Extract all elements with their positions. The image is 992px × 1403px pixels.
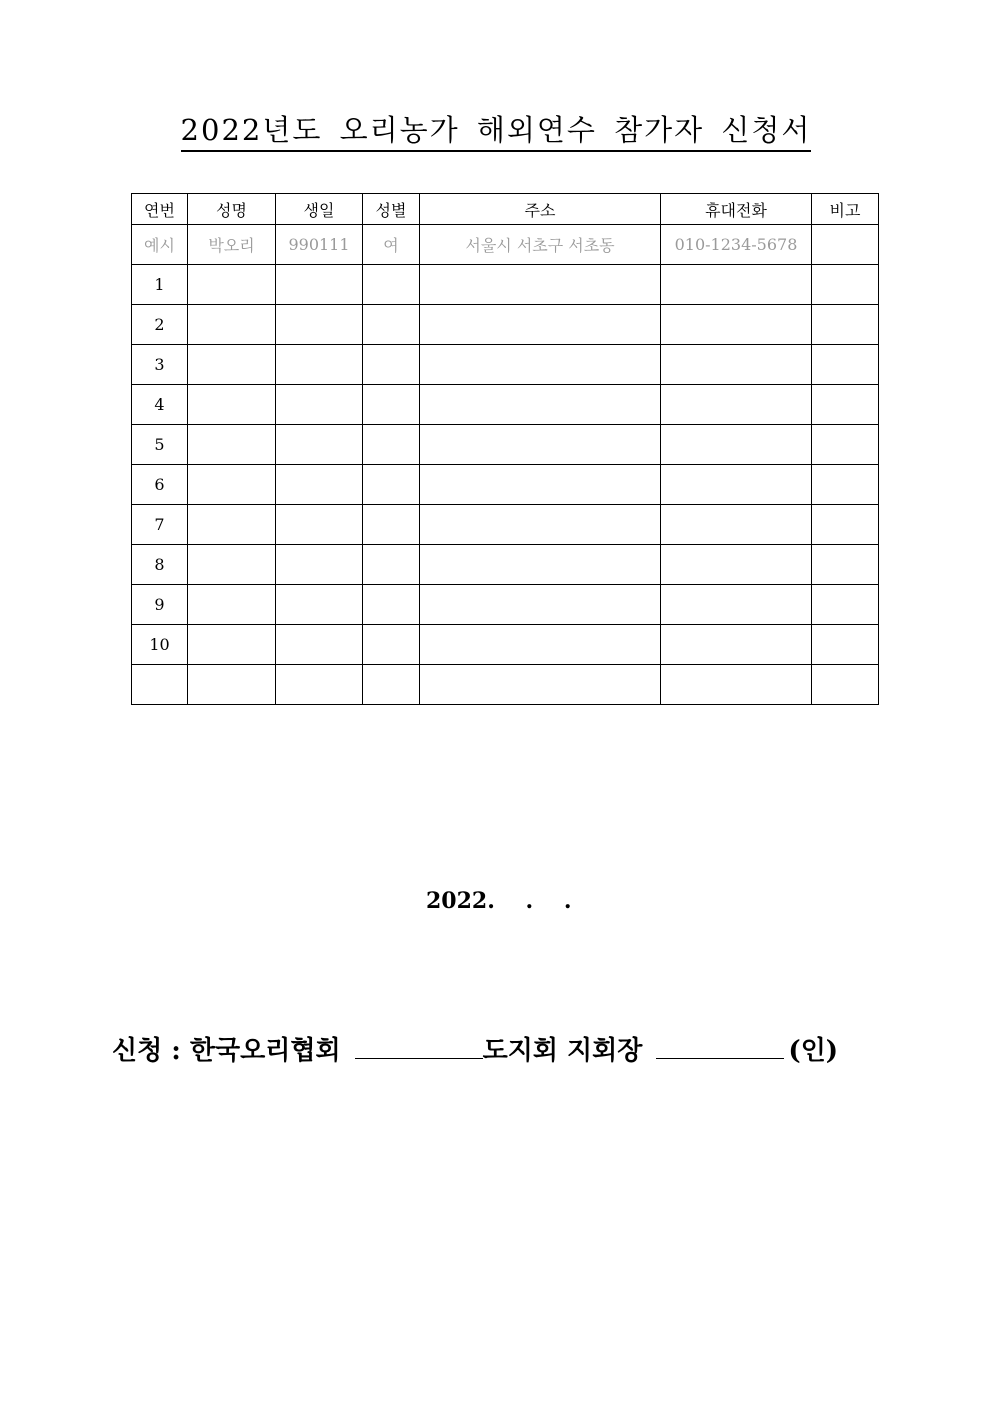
table-cell-gender[interactable] — [363, 665, 420, 705]
table-cell-mobile[interactable] — [661, 505, 812, 545]
table-cell-mobile[interactable] — [661, 625, 812, 665]
table-cell-mobile[interactable] — [661, 665, 812, 705]
table-cell-name[interactable] — [188, 385, 276, 425]
table-cell-mobile[interactable] — [661, 305, 812, 345]
example-cell-name: 박오리 — [188, 225, 276, 265]
table-cell-mobile[interactable] — [661, 585, 812, 625]
table-cell-birthday[interactable] — [276, 585, 363, 625]
table-cell-name[interactable] — [188, 265, 276, 305]
header-cell-number: 연번 — [132, 194, 188, 225]
table-cell-name[interactable] — [188, 465, 276, 505]
example-cell-gender: 여 — [363, 225, 420, 265]
header-cell-gender: 성별 — [363, 194, 420, 225]
table-cell-mobile[interactable] — [661, 265, 812, 305]
table-cell-address[interactable] — [420, 505, 661, 545]
participant-table — [131, 193, 879, 705]
table-cell-gender[interactable] — [363, 505, 420, 545]
signature-line — [112, 1030, 838, 1067]
table-cell-birthday[interactable] — [276, 505, 363, 545]
table-cell-mobile[interactable] — [661, 345, 812, 385]
table-cell-remarks[interactable] — [812, 545, 879, 585]
name-blank-line — [656, 1034, 784, 1059]
table-cell-remarks[interactable] — [812, 305, 879, 345]
table-header-row — [132, 194, 879, 225]
table-cell-remarks[interactable] — [812, 385, 879, 425]
table-cell-number — [132, 665, 188, 705]
table-cell-gender[interactable] — [363, 545, 420, 585]
table-cell-address[interactable] — [420, 465, 661, 505]
table-row — [132, 625, 879, 665]
table-cell-address[interactable] — [420, 345, 661, 385]
table-row — [132, 385, 879, 425]
header-cell-name: 성명 — [188, 194, 276, 225]
header-cell-mobile: 휴대전화 — [661, 194, 812, 225]
example-cell-birthday: 990111 — [276, 225, 363, 265]
table-cell-mobile[interactable] — [661, 545, 812, 585]
table-cell-name[interactable] — [188, 545, 276, 585]
table-cell-address[interactable] — [420, 625, 661, 665]
table-cell-number: 5 — [132, 425, 188, 465]
table-cell-address[interactable] — [420, 585, 661, 625]
table-cell-number: 9 — [132, 585, 188, 625]
table-cell-gender[interactable] — [363, 585, 420, 625]
table-cell-remarks[interactable] — [812, 625, 879, 665]
table-cell-number: 8 — [132, 545, 188, 585]
table-row — [132, 265, 879, 305]
table-cell-birthday[interactable] — [276, 265, 363, 305]
table-cell-address[interactable] — [420, 545, 661, 585]
table-cell-remarks[interactable] — [812, 585, 879, 625]
table-cell-address[interactable] — [420, 305, 661, 345]
table-cell-address[interactable] — [420, 265, 661, 305]
table-cell-number: 4 — [132, 385, 188, 425]
table-cell-birthday[interactable] — [276, 305, 363, 345]
example-cell-remarks — [812, 225, 879, 265]
table-cell-name[interactable] — [188, 625, 276, 665]
signature-middle: 도지회 지회장 — [482, 1036, 643, 1066]
table-cell-remarks[interactable] — [812, 465, 879, 505]
table-cell-remarks[interactable] — [812, 665, 879, 705]
signature-prefix: 신청 : 한국오리협회 — [112, 1036, 341, 1066]
table-row — [132, 425, 879, 465]
example-cell-mobile: 010-1234-5678 — [661, 225, 812, 265]
table-row — [132, 505, 879, 545]
table-cell-birthday[interactable] — [276, 425, 363, 465]
table-cell-birthday[interactable] — [276, 385, 363, 425]
table-cell-birthday[interactable] — [276, 345, 363, 385]
table-cell-gender[interactable] — [363, 265, 420, 305]
table-cell-name[interactable] — [188, 345, 276, 385]
table-cell-name[interactable] — [188, 505, 276, 545]
header-cell-remarks: 비고 — [812, 194, 879, 225]
seal-mark: (인) — [788, 1036, 839, 1066]
table-cell-birthday[interactable] — [276, 465, 363, 505]
table-row — [132, 585, 879, 625]
table-row — [132, 465, 879, 505]
table-cell-name[interactable] — [188, 585, 276, 625]
table-cell-remarks[interactable] — [812, 265, 879, 305]
header-cell-birthday: 생일 — [276, 194, 363, 225]
table-cell-number: 1 — [132, 265, 188, 305]
table-row — [132, 345, 879, 385]
table-row — [132, 305, 879, 345]
example-cell-address: 서울시 서초구 서초동 — [420, 225, 661, 265]
table-cell-number: 2 — [132, 305, 188, 345]
document-title-text: 2022년도 오리농가 해외연수 참가자 신청서 — [181, 113, 812, 152]
table-cell-number: 3 — [132, 345, 188, 385]
table-cell-gender[interactable] — [363, 425, 420, 465]
province-blank-line — [355, 1034, 483, 1059]
example-cell-number: 예시 — [132, 225, 188, 265]
table-row — [132, 665, 879, 705]
table-cell-number: 6 — [132, 465, 188, 505]
table-cell-name[interactable] — [188, 305, 276, 345]
table-cell-remarks[interactable] — [812, 505, 879, 545]
table-cell-remarks[interactable] — [812, 345, 879, 385]
table-row — [132, 545, 879, 585]
table-cell-number: 10 — [132, 625, 188, 665]
table-cell-gender[interactable] — [363, 305, 420, 345]
table-cell-birthday[interactable] — [276, 665, 363, 705]
header-cell-address: 주소 — [420, 194, 661, 225]
table-cell-mobile[interactable] — [661, 425, 812, 465]
table-cell-address[interactable] — [420, 385, 661, 425]
table-cell-mobile[interactable] — [661, 385, 812, 425]
example-row — [132, 225, 879, 265]
table-cell-number: 7 — [132, 505, 188, 545]
document-title — [0, 108, 992, 149]
table-cell-name[interactable] — [188, 665, 276, 705]
application-date: 2022. . . — [426, 888, 572, 914]
table-cell-gender[interactable] — [363, 385, 420, 425]
table-cell-gender[interactable] — [363, 345, 420, 385]
table-cell-mobile[interactable] — [661, 465, 812, 505]
table-cell-gender[interactable] — [363, 625, 420, 665]
table-cell-address[interactable] — [420, 425, 661, 465]
table-cell-birthday[interactable] — [276, 625, 363, 665]
table-cell-birthday[interactable] — [276, 545, 363, 585]
table-cell-gender[interactable] — [363, 465, 420, 505]
table-cell-remarks[interactable] — [812, 425, 879, 465]
table-cell-address[interactable] — [420, 665, 661, 705]
table-cell-name[interactable] — [188, 425, 276, 465]
